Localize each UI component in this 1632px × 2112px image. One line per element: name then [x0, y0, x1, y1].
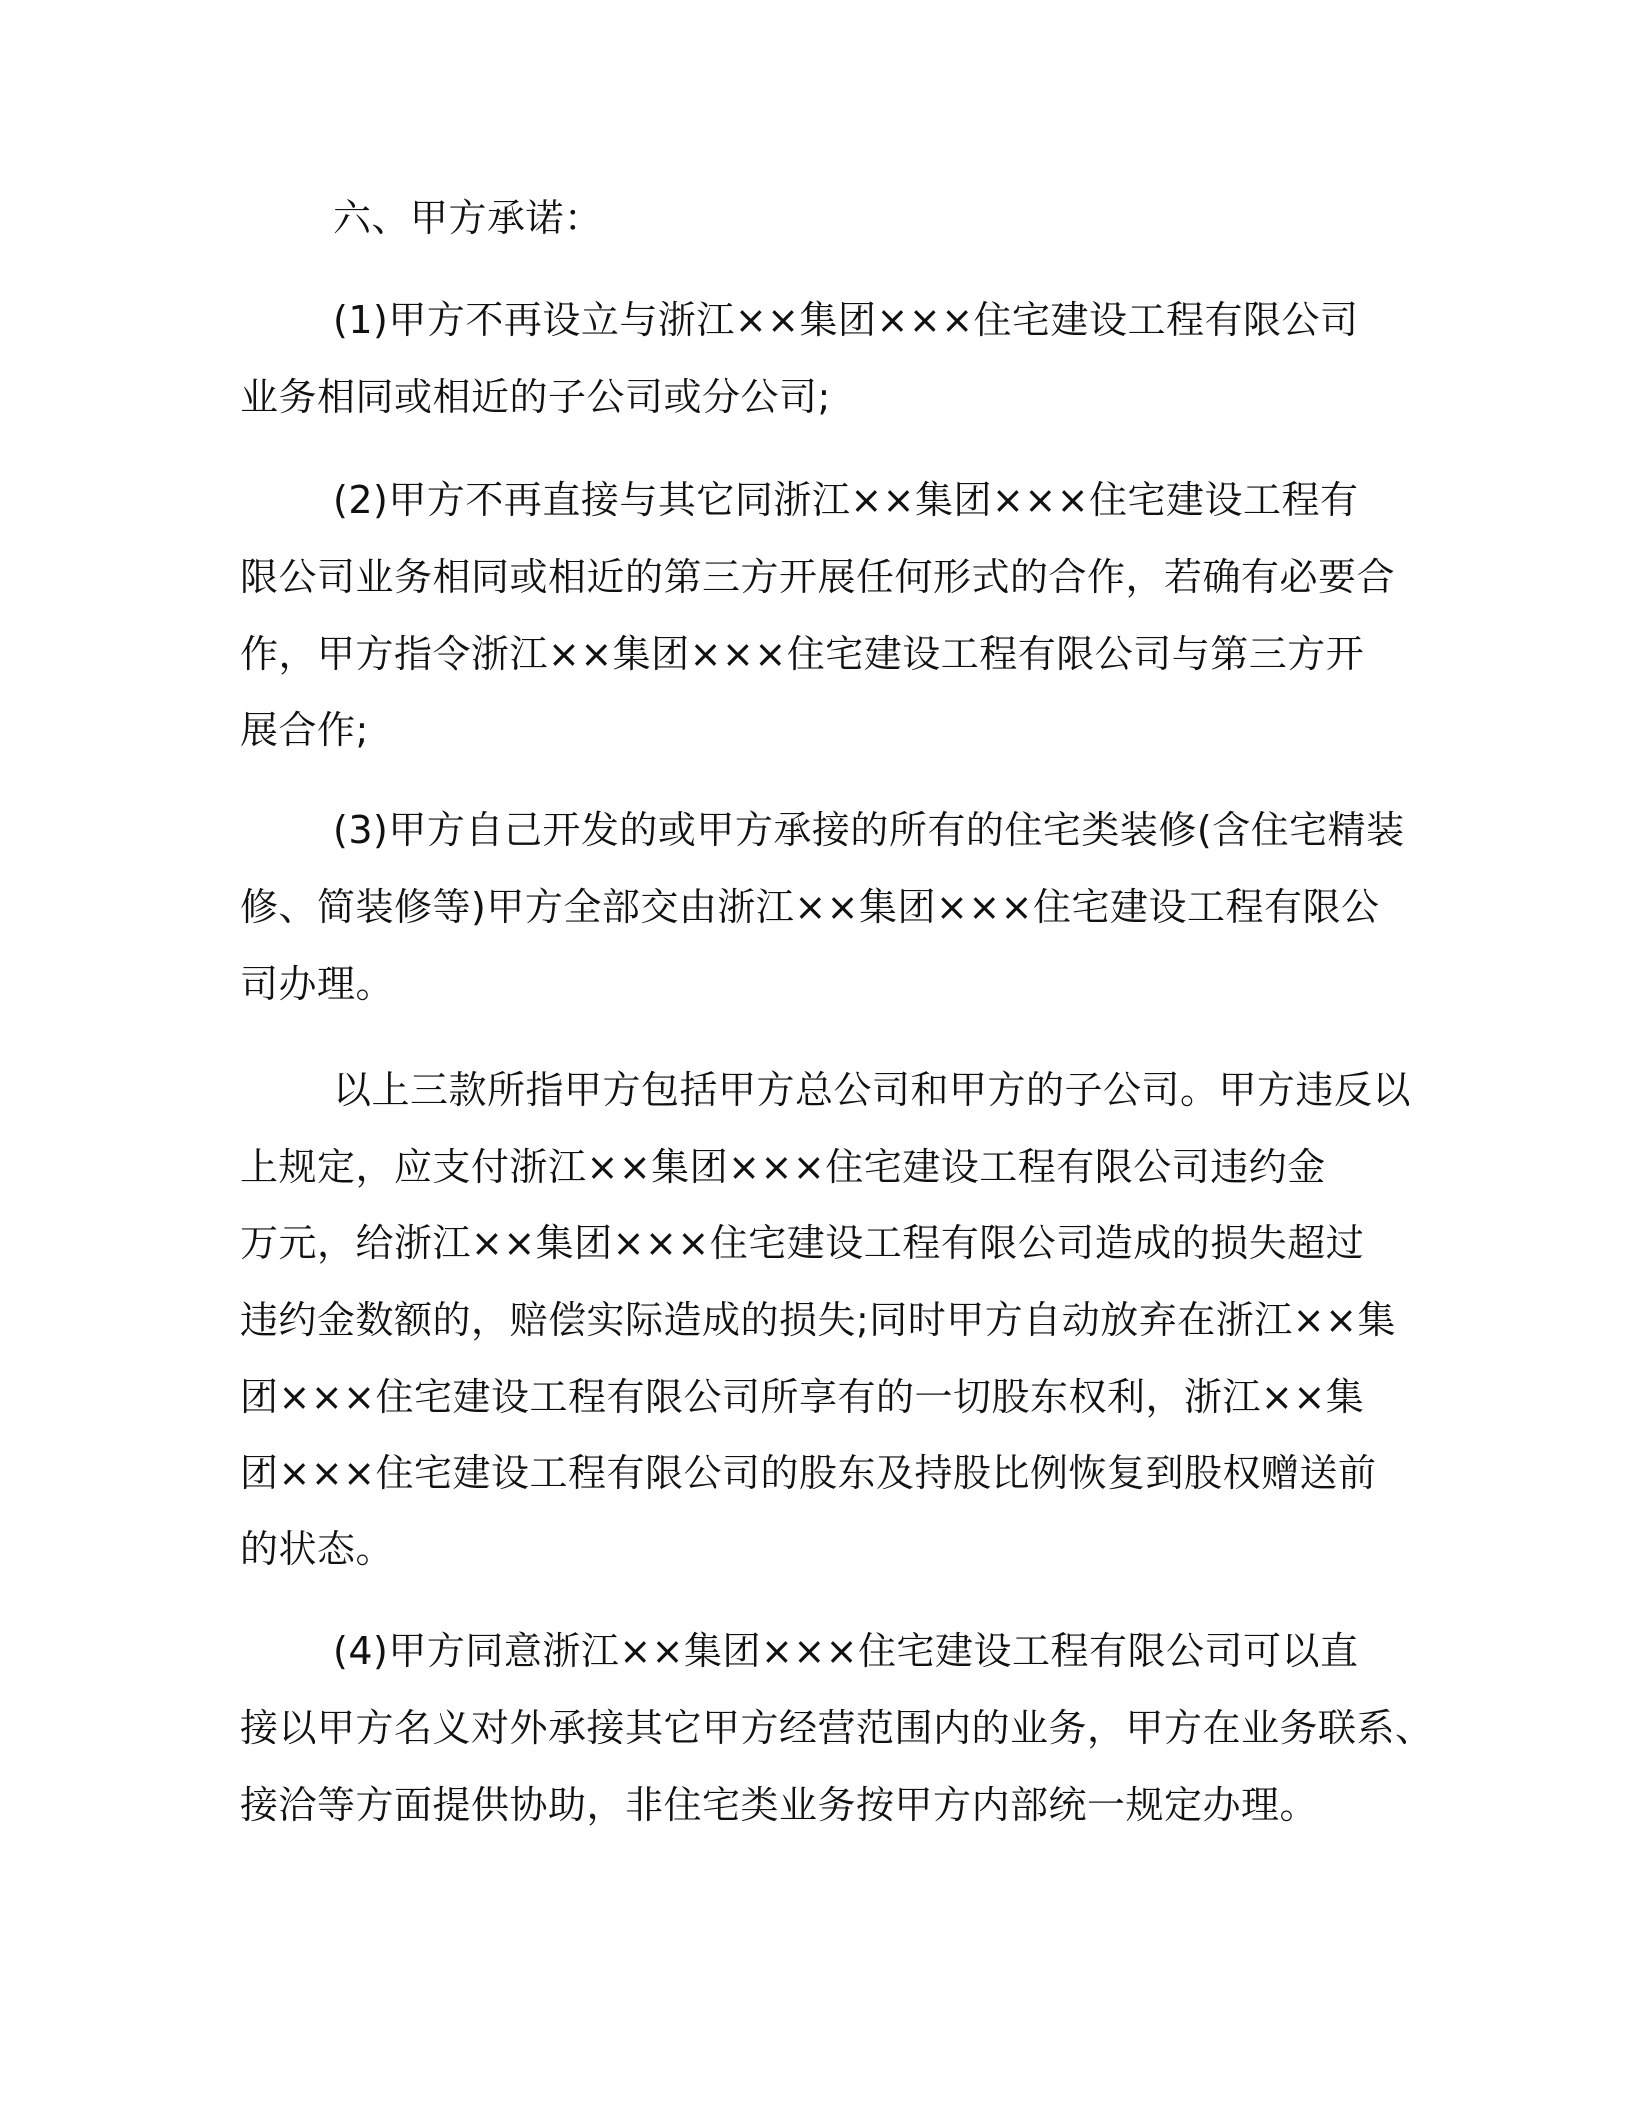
paragraph-5-line-1: (4)甲方同意浙江××集团×××住宅建设工程有限公司可以直 — [333, 1629, 1359, 1673]
paragraph-4-line-7: 的状态。 — [240, 1527, 395, 1571]
paragraph-5-line-2: 接以甲方名义对外承接其它甲方经营范围内的业务，甲方在业务联系、 — [240, 1706, 1434, 1750]
section-heading: 六、甲方承诺： — [333, 196, 603, 240]
paragraph-2-line-2: 限公司业务相同或相近的第三方开展任何形式的合作，若确有必要合 — [240, 555, 1396, 599]
paragraph-4-line-1: 以上三款所指甲方包括甲方总公司和甲方的子公司。甲方违反以 — [333, 1068, 1412, 1112]
paragraph-5-line-3: 接洽等方面提供协助，非住宅类业务按甲方内部统一规定办理。 — [240, 1783, 1319, 1827]
paragraph-4-line-3: 万元，给浙江××集团×××住宅建设工程有限公司造成的损失超过 — [240, 1221, 1365, 1265]
paragraph-2-line-1: (2)甲方不再直接与其它同浙江××集团×××住宅建设工程有 — [333, 478, 1359, 522]
paragraph-3-line-3: 司办理。 — [240, 962, 395, 1006]
paragraph-2-line-3: 作，甲方指令浙江××集团×××住宅建设工程有限公司与第三方开 — [240, 632, 1365, 676]
paragraph-2-line-4: 展合作; — [240, 708, 369, 752]
paragraph-4-line-2: 上规定，应支付浙江××集团×××住宅建设工程有限公司违约金 — [240, 1145, 1326, 1189]
paragraph-4-line-5: 团×××住宅建设工程有限公司所享有的一切股东权利，浙江××集 — [240, 1375, 1365, 1419]
paragraph-4-line-4: 违约金数额的，赔偿实际造成的损失;同时甲方自动放弃在浙江××集 — [240, 1298, 1396, 1342]
paragraph-4-line-6: 团×××住宅建设工程有限公司的股东及持股比例恢复到股权赠送前 — [240, 1451, 1377, 1495]
paragraph-1-line-2: 业务相同或相近的子公司或分公司; — [240, 375, 831, 419]
paragraph-3-line-2: 修、简装修等)甲方全部交由浙江××集团×××住宅建设工程有限公 — [240, 885, 1380, 929]
paragraph-3-line-1: (3)甲方自己开发的或甲方承接的所有的住宅类装修(含住宅精装 — [333, 808, 1405, 852]
paragraph-1-line-1: (1)甲方不再设立与浙江××集团×××住宅建设工程有限公司 — [333, 298, 1359, 342]
